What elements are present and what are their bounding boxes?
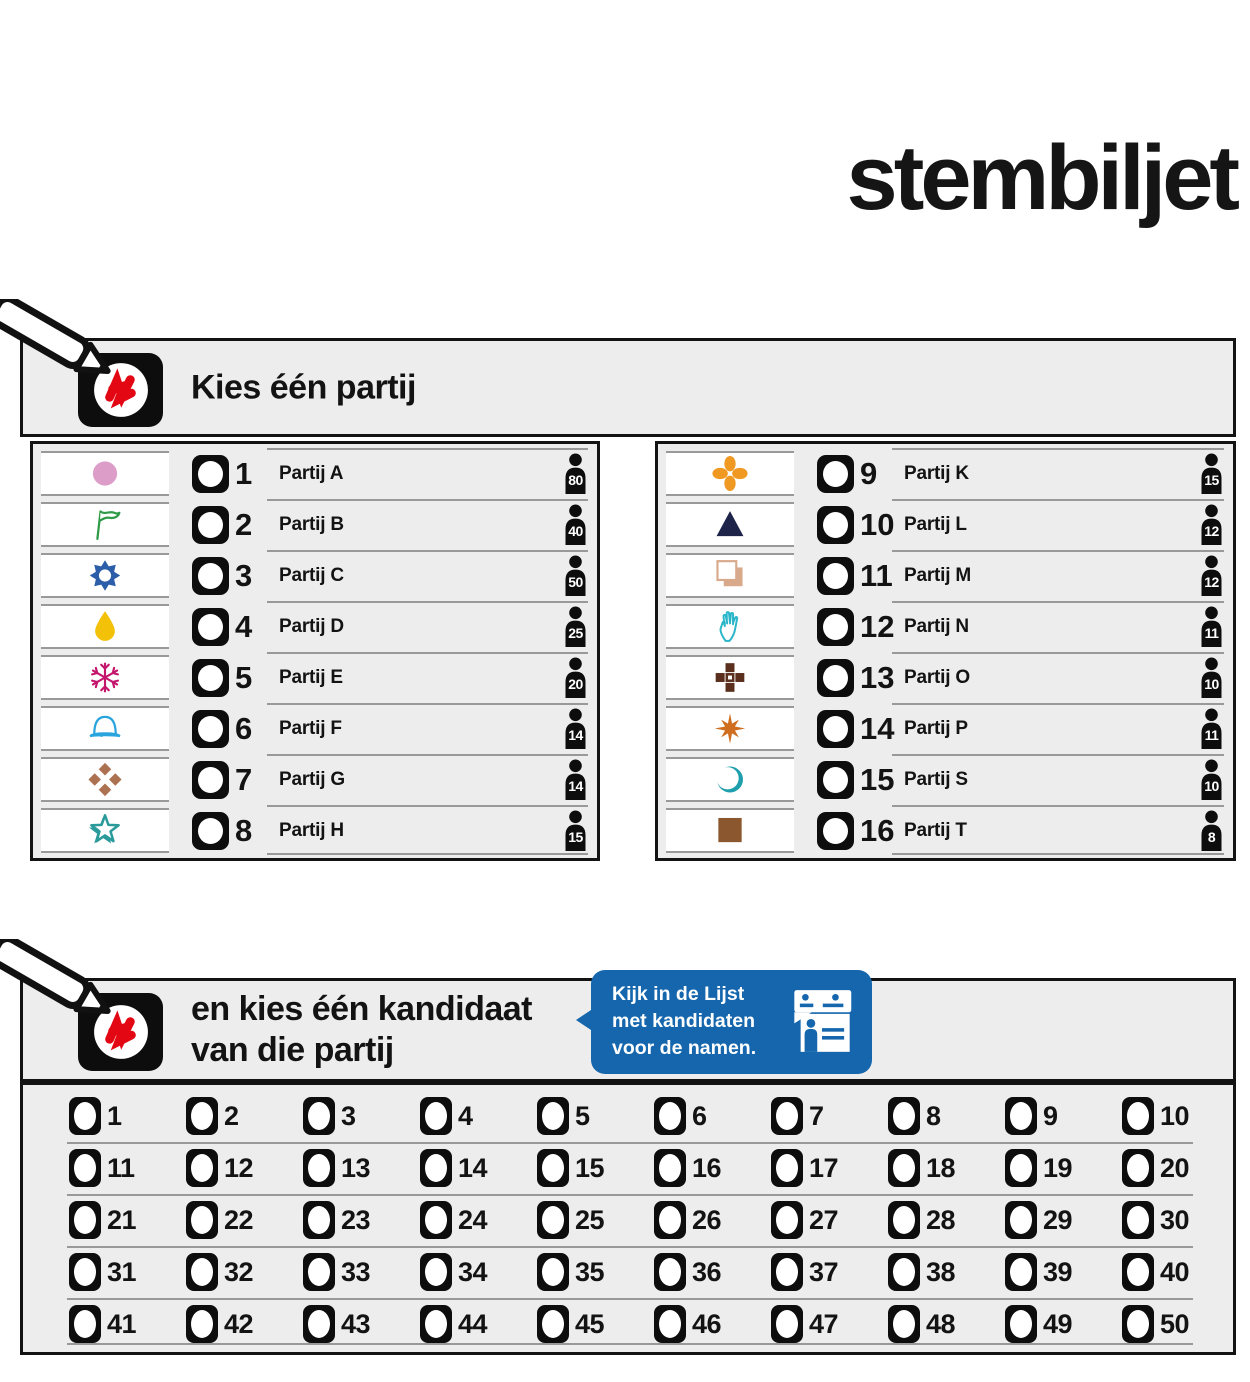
party-row (33, 550, 597, 601)
brown-square-icon (706, 809, 754, 852)
candidate-number: 45 (575, 1308, 605, 1339)
candidate-checkbox[interactable] (69, 1253, 101, 1291)
party-name: Partij O (904, 666, 970, 688)
candidate-count-badge (563, 759, 588, 800)
party-logo-box (666, 757, 794, 802)
choose-candidate-title: en kies één kandidaat van die partij (191, 990, 532, 1069)
candidate-option[interactable] (771, 1149, 888, 1187)
party-row (33, 499, 597, 550)
choose-party-title: Kies één partij (191, 368, 416, 406)
candidate-option[interactable] (1122, 1305, 1239, 1343)
candidate-number: 47 (809, 1308, 839, 1339)
candidate-checkbox[interactable] (420, 1097, 452, 1135)
yellow-drop-icon (81, 605, 129, 648)
party-row (658, 550, 1233, 601)
party-row (658, 703, 1233, 754)
party-number: 10 (860, 506, 895, 542)
candidate-checkbox[interactable] (186, 1149, 218, 1187)
party-list-right (655, 441, 1236, 861)
candidate-count: 8 (1207, 829, 1216, 845)
party-checkbox[interactable] (817, 557, 854, 595)
candidate-row (23, 1298, 1233, 1350)
candidate-count: 15 (568, 829, 583, 845)
callout-text: Kijk in de Lijst met kandidaten voor de namen. (612, 983, 757, 1059)
candidate-number: 42 (224, 1308, 254, 1339)
candidate-count-badge (1199, 708, 1224, 749)
party-number: 13 (860, 659, 895, 695)
candidate-option[interactable] (1005, 1097, 1122, 1135)
party-name: Partij F (279, 717, 342, 739)
candidate-option[interactable] (186, 1305, 303, 1343)
candidate-checkbox[interactable] (654, 1201, 686, 1239)
candidate-option[interactable] (888, 1097, 1005, 1135)
candidate-checkbox[interactable] (537, 1253, 569, 1291)
party-name: Partij N (904, 615, 969, 637)
candidate-number: 5 (575, 1100, 590, 1131)
candidate-option[interactable] (771, 1097, 888, 1135)
cyan-hand-icon (706, 605, 754, 648)
candidate-number: 28 (926, 1204, 956, 1235)
candidate-count: 80 (568, 472, 583, 488)
party-number: 12 (860, 608, 895, 644)
candidate-count: 12 (1204, 574, 1219, 590)
candidate-number: 20 (1160, 1152, 1190, 1183)
party-row (33, 448, 597, 499)
candidate-row (23, 1246, 1233, 1298)
candidate-number: 32 (224, 1256, 254, 1287)
candidate-option[interactable] (654, 1097, 771, 1135)
candidate-option[interactable] (420, 1149, 537, 1187)
party-number: 3 (235, 557, 253, 593)
party-logo-box (41, 553, 169, 598)
party-number: 2 (235, 506, 253, 542)
candidate-row (23, 1142, 1233, 1194)
candidate-row (23, 1090, 1233, 1142)
navy-triangle-icon (706, 503, 754, 546)
candidate-count-badge (1199, 453, 1224, 494)
party-checkbox[interactable] (192, 608, 229, 646)
party-checkbox[interactable] (817, 812, 854, 850)
candidate-option[interactable] (654, 1201, 771, 1239)
candidate-count-badge (563, 555, 588, 596)
candidate-checkbox[interactable] (1005, 1253, 1037, 1291)
candidate-number: 46 (692, 1308, 722, 1339)
candidate-number: 16 (692, 1152, 722, 1183)
green-flag-icon (81, 503, 129, 546)
candidate-checkbox[interactable] (771, 1253, 803, 1291)
candidate-checkbox[interactable] (1122, 1201, 1154, 1239)
party-logo-box (41, 757, 169, 802)
candidate-number: 11 (107, 1152, 135, 1183)
candidate-option[interactable] (537, 1201, 654, 1239)
candidate-checkbox[interactable] (537, 1097, 569, 1135)
candidate-checkbox[interactable] (69, 1201, 101, 1239)
party-row (658, 754, 1233, 805)
party-checkbox[interactable] (192, 557, 229, 595)
candidate-option[interactable] (420, 1305, 537, 1343)
candidate-number: 7 (809, 1100, 824, 1131)
party-checkbox[interactable] (817, 455, 854, 493)
candidate-checkbox[interactable] (537, 1305, 569, 1343)
blue-bell-icon (81, 707, 129, 750)
candidate-number: 39 (1043, 1256, 1073, 1287)
candidate-option[interactable] (186, 1097, 303, 1135)
candidate-option[interactable] (186, 1149, 303, 1187)
party-list-left (30, 441, 600, 861)
candidate-checkbox[interactable] (420, 1201, 452, 1239)
candidate-option[interactable] (69, 1097, 186, 1135)
candidate-checkbox[interactable] (888, 1253, 920, 1291)
pencil-icon (0, 299, 156, 409)
candidate-checkbox[interactable] (771, 1201, 803, 1239)
party-logo-box (666, 451, 794, 496)
candidate-number: 35 (575, 1256, 605, 1287)
candidate-count-badge (1199, 657, 1224, 698)
candidate-number: 24 (458, 1204, 488, 1235)
candidate-checkbox[interactable] (303, 1097, 335, 1135)
party-number: 9 (860, 455, 878, 491)
candidate-row (23, 1194, 1233, 1246)
candidate-checkbox[interactable] (1005, 1149, 1037, 1187)
party-row (33, 805, 597, 856)
candidate-number: 15 (575, 1152, 605, 1183)
party-checkbox[interactable] (192, 659, 229, 697)
party-number: 8 (235, 812, 253, 848)
party-row (33, 601, 597, 652)
candidate-option[interactable] (1122, 1253, 1239, 1291)
candidate-number: 44 (458, 1308, 488, 1339)
candidate-option[interactable] (888, 1201, 1005, 1239)
magenta-snowflake-icon (81, 656, 129, 699)
candidate-option[interactable] (186, 1201, 303, 1239)
candidate-option[interactable] (1005, 1305, 1122, 1343)
party-checkbox[interactable] (817, 710, 854, 748)
candidate-checkbox[interactable] (303, 1149, 335, 1187)
candidate-number: 19 (1043, 1152, 1073, 1183)
candidate-checkbox[interactable] (654, 1149, 686, 1187)
candidate-option[interactable] (1122, 1097, 1239, 1135)
candidate-number: 8 (926, 1100, 941, 1131)
candidate-count: 10 (1204, 778, 1219, 794)
party-logo-box (666, 604, 794, 649)
candidate-number: 1 (107, 1100, 122, 1131)
candidate-count-badge (563, 657, 588, 698)
candidate-checkbox[interactable] (186, 1305, 218, 1343)
candidate-option[interactable] (1122, 1149, 1239, 1187)
orange-clover-icon (706, 452, 754, 495)
candidate-grid (20, 1082, 1236, 1355)
candidate-checkbox[interactable] (1122, 1149, 1154, 1187)
candidate-checkbox[interactable] (420, 1253, 452, 1291)
party-number: 5 (235, 659, 253, 695)
party-row (658, 448, 1233, 499)
candidate-checkbox[interactable] (654, 1305, 686, 1343)
party-logo-box (666, 808, 794, 853)
candidate-checkbox[interactable] (888, 1305, 920, 1343)
candidate-count: 12 (1204, 523, 1219, 539)
candidate-count: 40 (568, 523, 583, 539)
candidate-number: 10 (1160, 1100, 1190, 1131)
candidate-checkbox[interactable] (654, 1253, 686, 1291)
candidate-option[interactable] (654, 1253, 771, 1291)
candidate-option[interactable] (69, 1201, 186, 1239)
candidate-count-badge (1199, 759, 1224, 800)
candidate-option[interactable] (420, 1253, 537, 1291)
party-row (658, 601, 1233, 652)
party-checkbox[interactable] (817, 506, 854, 544)
party-number: 15 (860, 761, 895, 797)
party-number: 14 (860, 710, 895, 746)
choose-party-header (20, 338, 1236, 437)
party-logo-box (41, 706, 169, 751)
candidate-count-badge (563, 606, 588, 647)
candidate-checkbox[interactable] (186, 1097, 218, 1135)
party-checkbox[interactable] (192, 455, 229, 493)
candidate-number: 49 (1043, 1308, 1073, 1339)
party-row (658, 805, 1233, 856)
party-row (658, 499, 1233, 550)
candidate-option[interactable] (303, 1201, 420, 1239)
candidate-checkbox[interactable] (69, 1097, 101, 1135)
candidate-count-badge (563, 453, 588, 494)
candidate-checkbox[interactable] (537, 1201, 569, 1239)
candidate-option[interactable] (69, 1253, 186, 1291)
pink-circle-icon (81, 452, 129, 495)
party-number: 7 (235, 761, 253, 797)
candidate-option[interactable] (888, 1149, 1005, 1187)
party-logo-box (666, 706, 794, 751)
candidate-number: 9 (1043, 1100, 1058, 1131)
candidate-number: 50 (1160, 1308, 1190, 1339)
candidate-number: 13 (341, 1152, 371, 1183)
party-name: Partij D (279, 615, 344, 637)
candidate-number: 30 (1160, 1204, 1190, 1235)
candidate-checkbox[interactable] (537, 1149, 569, 1187)
candidate-number: 18 (926, 1152, 956, 1183)
party-row (33, 754, 597, 805)
party-name: Partij M (904, 564, 972, 586)
party-name: Partij G (279, 768, 345, 790)
candidate-checkbox[interactable] (420, 1305, 452, 1343)
candidate-number: 3 (341, 1100, 356, 1131)
candidate-option[interactable] (303, 1149, 420, 1187)
candidate-count-badge (1199, 810, 1224, 851)
candidate-number: 14 (458, 1152, 488, 1183)
candidate-checkbox[interactable] (303, 1201, 335, 1239)
candidate-number: 34 (458, 1256, 488, 1287)
candidate-count-badge (563, 810, 588, 851)
candidate-number: 29 (1043, 1204, 1073, 1235)
candidate-option[interactable] (654, 1149, 771, 1187)
party-checkbox[interactable] (192, 812, 229, 850)
party-name: Partij T (904, 819, 967, 841)
candidate-checkbox[interactable] (186, 1201, 218, 1239)
candidate-number: 26 (692, 1204, 722, 1235)
teal-circle-icon (706, 758, 754, 801)
party-logo-box (666, 553, 794, 598)
party-name: Partij E (279, 666, 343, 688)
candidate-checkbox[interactable] (303, 1305, 335, 1343)
candidate-option[interactable] (1005, 1201, 1122, 1239)
candidate-number: 17 (809, 1152, 839, 1183)
candidate-count: 25 (568, 625, 583, 641)
candidate-number: 6 (692, 1100, 707, 1131)
party-checkbox[interactable] (192, 506, 229, 544)
candidate-option[interactable] (537, 1253, 654, 1291)
party-name: Partij C (279, 564, 344, 586)
candidate-checkbox[interactable] (186, 1253, 218, 1291)
candidate-checkbox[interactable] (888, 1097, 920, 1135)
candidate-option[interactable] (888, 1253, 1005, 1291)
tan-squares-icon (706, 554, 754, 597)
candidate-number: 38 (926, 1256, 956, 1287)
candidate-count: 50 (568, 574, 583, 590)
candidate-checkbox[interactable] (420, 1149, 452, 1187)
candidate-number: 43 (341, 1308, 371, 1339)
candidate-count-badge (1199, 504, 1224, 545)
page-title: stembiljet (846, 127, 1236, 229)
candidate-option[interactable] (654, 1305, 771, 1343)
candidate-checkbox[interactable] (654, 1097, 686, 1135)
candidate-count-badge (563, 708, 588, 749)
party-checkbox[interactable] (192, 710, 229, 748)
candidate-list-callout (591, 970, 872, 1074)
blue-sun-icon (81, 554, 129, 597)
party-number: 16 (860, 812, 895, 848)
candidate-checkbox[interactable] (1005, 1305, 1037, 1343)
candidate-checkbox[interactable] (1005, 1201, 1037, 1239)
party-name: Partij A (279, 462, 344, 484)
candidate-count: 11 (1204, 727, 1219, 743)
choose-candidate-header (20, 978, 1236, 1082)
candidate-number: 12 (224, 1152, 254, 1183)
candidate-checkbox[interactable] (771, 1097, 803, 1135)
party-number: 4 (235, 608, 253, 644)
candidate-count-badge (1199, 555, 1224, 596)
candidate-option[interactable] (69, 1149, 186, 1187)
candidate-number: 40 (1160, 1256, 1190, 1287)
candidate-option[interactable] (1005, 1253, 1122, 1291)
candidate-checkbox[interactable] (888, 1201, 920, 1239)
party-logo-box (41, 604, 169, 649)
party-logo-box (41, 451, 169, 496)
party-name: Partij H (279, 819, 344, 841)
candidate-option[interactable] (186, 1253, 303, 1291)
candidate-checkbox[interactable] (1005, 1097, 1037, 1135)
candidate-number: 48 (926, 1308, 956, 1339)
orange-star-icon (706, 707, 754, 750)
candidate-list-icon (788, 987, 856, 1055)
candidate-count: 14 (568, 727, 583, 743)
candidate-number: 33 (341, 1256, 371, 1287)
party-row (33, 652, 597, 703)
candidate-checkbox[interactable] (771, 1305, 803, 1343)
party-checkbox[interactable] (817, 659, 854, 697)
candidate-count: 10 (1204, 676, 1219, 692)
candidate-count: 14 (568, 778, 583, 794)
candidate-number: 36 (692, 1256, 722, 1287)
candidate-checkbox[interactable] (69, 1149, 101, 1187)
candidate-checkbox[interactable] (69, 1305, 101, 1343)
candidate-number: 41 (107, 1308, 137, 1339)
candidate-option[interactable] (888, 1305, 1005, 1343)
brown-diamonds-icon (81, 758, 129, 801)
candidate-number: 21 (107, 1204, 137, 1235)
party-name: Partij K (904, 462, 969, 484)
candidate-option[interactable] (1122, 1201, 1239, 1239)
candidate-number: 22 (224, 1204, 254, 1235)
candidate-option[interactable] (69, 1305, 186, 1343)
pencil-icon (0, 939, 156, 1049)
party-logo-box (41, 655, 169, 700)
candidate-option[interactable] (771, 1305, 888, 1343)
candidate-checkbox[interactable] (1122, 1097, 1154, 1135)
party-row (33, 703, 597, 754)
candidate-option[interactable] (303, 1097, 420, 1135)
candidate-count: 20 (568, 676, 583, 692)
candidate-count-badge (563, 504, 588, 545)
party-row (658, 652, 1233, 703)
candidate-checkbox[interactable] (888, 1149, 920, 1187)
candidate-count: 11 (1204, 625, 1219, 641)
party-name: Partij B (279, 513, 344, 535)
candidate-option[interactable] (303, 1253, 420, 1291)
candidate-number: 31 (107, 1256, 137, 1287)
candidate-count: 15 (1204, 472, 1219, 488)
party-logo-box (41, 808, 169, 853)
candidate-count-badge (1199, 606, 1224, 647)
candidate-number: 2 (224, 1100, 239, 1131)
party-checkbox[interactable] (192, 761, 229, 799)
party-number: 11 (860, 557, 893, 593)
party-logo-box (666, 502, 794, 547)
candidate-option[interactable] (420, 1097, 537, 1135)
party-number: 1 (235, 455, 253, 491)
candidate-checkbox[interactable] (303, 1253, 335, 1291)
candidate-number: 37 (809, 1256, 839, 1287)
party-checkbox[interactable] (817, 761, 854, 799)
candidate-checkbox[interactable] (771, 1149, 803, 1187)
candidate-checkbox[interactable] (1122, 1253, 1154, 1291)
party-checkbox[interactable] (817, 608, 854, 646)
party-name: Partij S (904, 768, 968, 790)
party-logo-box (41, 502, 169, 547)
candidate-number: 4 (458, 1100, 473, 1131)
party-name: Partij L (904, 513, 967, 535)
candidate-option[interactable] (420, 1201, 537, 1239)
party-name: Partij P (904, 717, 968, 739)
candidate-checkbox[interactable] (1122, 1305, 1154, 1343)
teal-star-icon (81, 809, 129, 852)
candidate-option[interactable] (537, 1149, 654, 1187)
candidate-option[interactable] (771, 1253, 888, 1291)
candidate-number: 25 (575, 1204, 605, 1235)
party-number: 6 (235, 710, 253, 746)
candidate-option[interactable] (771, 1201, 888, 1239)
candidate-option[interactable] (303, 1305, 420, 1343)
candidate-option[interactable] (1005, 1149, 1122, 1187)
brown-cross-icon (706, 656, 754, 699)
candidate-number: 23 (341, 1204, 371, 1235)
candidate-option[interactable] (537, 1097, 654, 1135)
candidate-option[interactable] (537, 1305, 654, 1343)
party-logo-box (666, 655, 794, 700)
candidate-number: 27 (809, 1204, 839, 1235)
